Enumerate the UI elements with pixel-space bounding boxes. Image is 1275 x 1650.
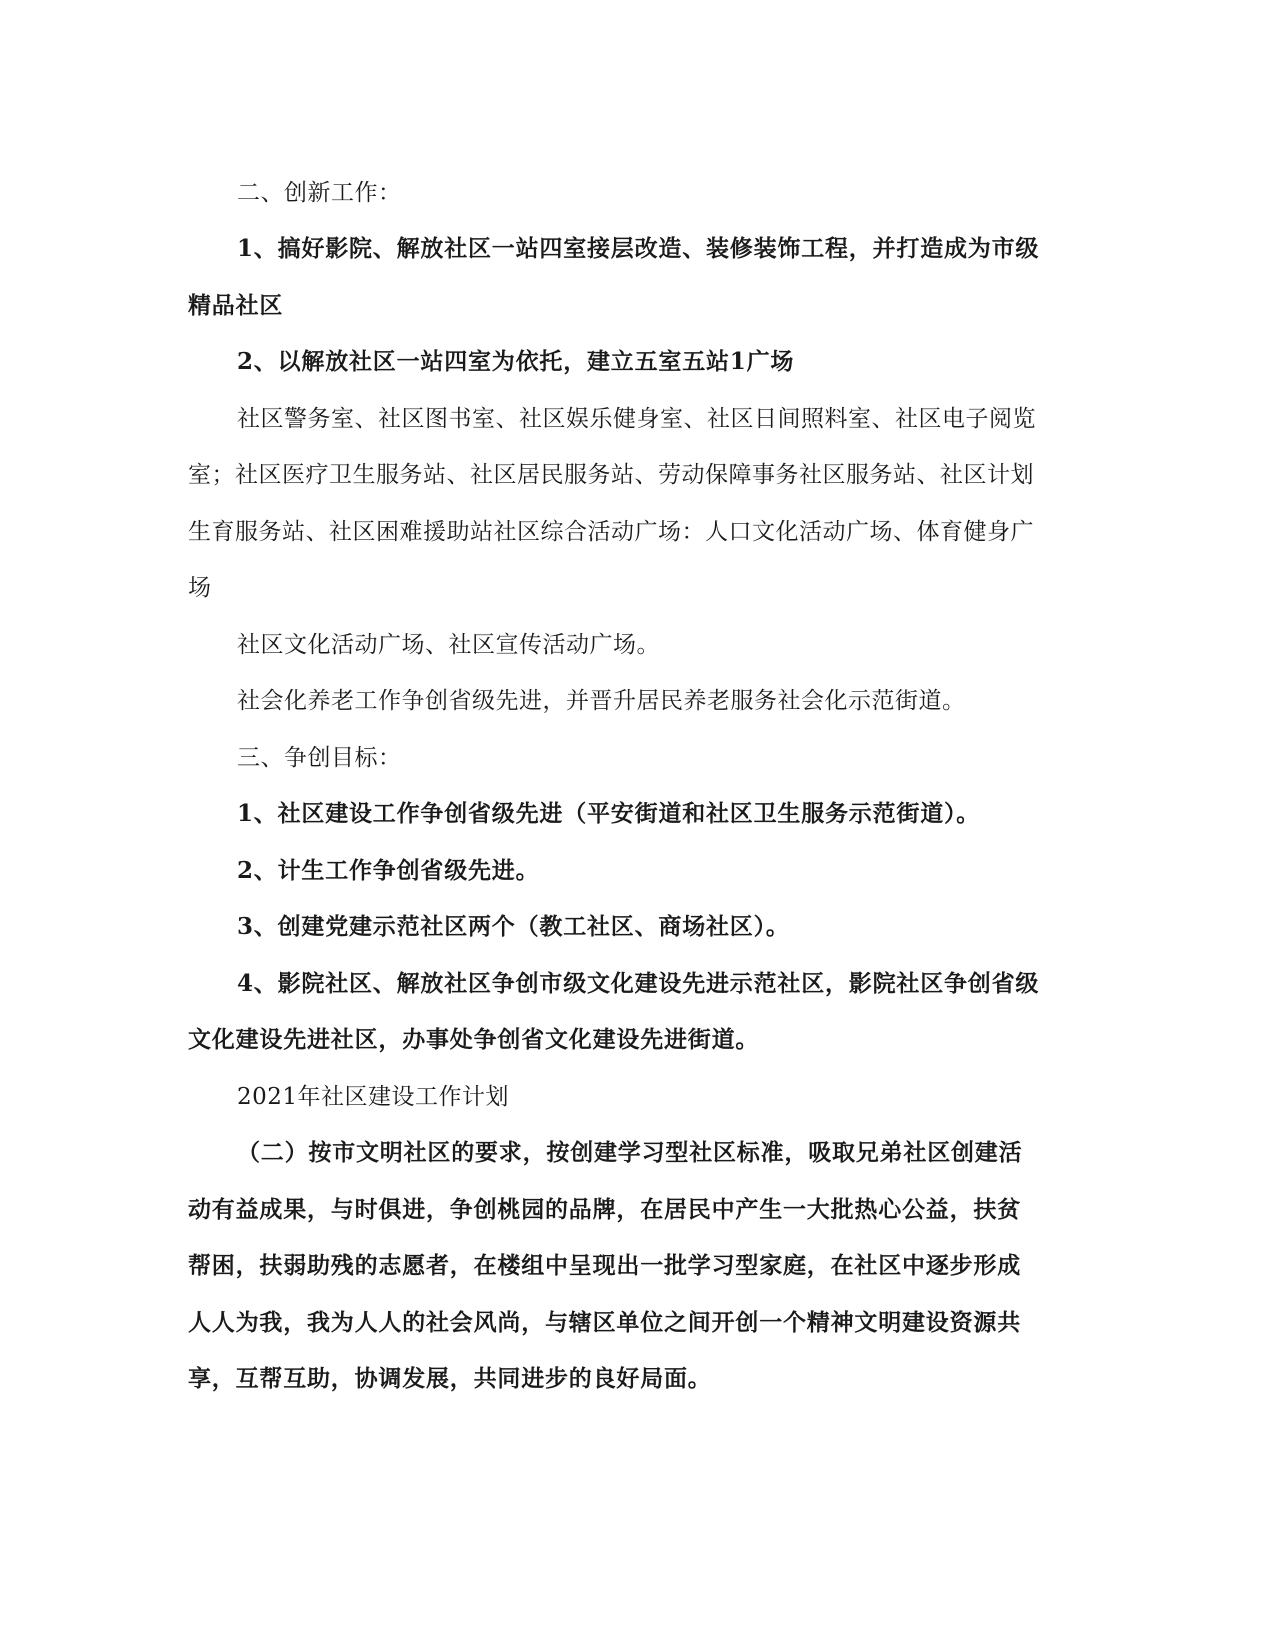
paragraph-line: 社区文化活动广场、社区宣传活动广场。	[237, 632, 660, 658]
paragraph-line: 2、以解放社区一站四室为依托，建立五室五站1广场	[237, 348, 795, 375]
paragraph-line: 场	[188, 575, 212, 601]
paragraph-line: 动有益成果，与时俱进，争创桃园的品牌，在居民中产生一大批热心公益，扶贫	[188, 1196, 1021, 1223]
paragraph-line: 社区警务室、社区图书室、社区娱乐健身室、社区日间照料室、社区电子阅览	[237, 406, 1036, 432]
paragraph-line: 2、计生工作争创省级先进。	[237, 857, 540, 884]
paragraph-line: 生育服务站、社区困难援助站社区综合活动广场：人口文化活动广场、体育健身广	[188, 519, 1034, 545]
plan-title: 2021年社区建设工作计划	[237, 1084, 510, 1110]
paragraph-line: 精品社区	[188, 292, 284, 319]
paragraph-line: 享，互帮互助，协调发展，共同进步的良好局面。	[188, 1365, 712, 1392]
section-heading-innovation: 二、创新工作：	[237, 180, 402, 206]
paragraph-line: 帮困，扶弱助残的志愿者，在楼组中呈现出一批学习型家庭，在社区中逐步形成	[188, 1252, 1021, 1279]
paragraph-line: 室；社区医疗卫生服务站、社区居民服务站、劳动保障事务社区服务站、社区计划	[188, 462, 1034, 488]
paragraph-line: 3、创建党建示范社区两个（教工社区、商场社区）。	[237, 913, 790, 940]
section-heading-goals: 三、争创目标：	[237, 745, 402, 771]
paragraph-line: 1、搞好影院、解放社区一站四室接层改造、装修装饰工程，并打造成为市级	[237, 235, 1040, 262]
paragraph-line: （二）按市文明社区的要求，按创建学习型社区标准，吸取兄弟社区创建活	[237, 1139, 1023, 1166]
paragraph-line: 人人为我，我为人人的社会风尚，与辖区单位之间开创一个精神文明建设资源共	[188, 1309, 1021, 1336]
paragraph-line: 1、社区建设工作争创省级先进（平安街道和社区卫生服务示范街道）。	[237, 800, 981, 827]
paragraph-line: 文化建设先进社区，办事处争创省文化建设先进街道。	[188, 1026, 760, 1053]
paragraph-line: 4、影院社区、解放社区争创市级文化建设先进示范社区，影院社区争创省级	[237, 970, 1040, 997]
paragraph-line: 社会化养老工作争创省级先进，并晋升居民养老服务社会化示范街道。	[237, 688, 966, 714]
